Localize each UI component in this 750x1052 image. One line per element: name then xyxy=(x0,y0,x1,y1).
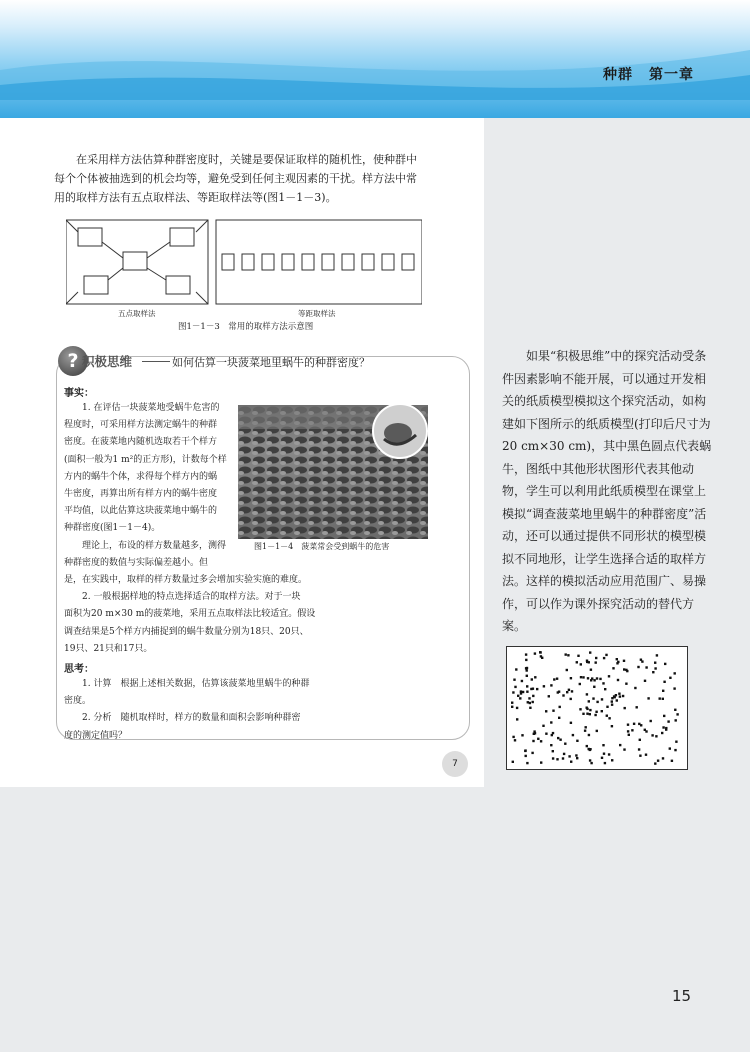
snail-dot xyxy=(545,710,547,712)
snail-dot xyxy=(590,679,592,681)
snail-dot xyxy=(545,733,547,735)
snail-dot xyxy=(636,706,638,708)
snail-dot xyxy=(550,744,552,746)
snail-dot xyxy=(568,755,570,757)
snail-dot xyxy=(576,740,578,742)
intro-paragraph: 在采用样方法估算种群密度时，关键是要保证取样的随机性，使种群中每个个体被抽选到的机会均等，避免受到任何主观因素的干扰。样方法中常用的取样方法有五点取样法、等距取样法等(图1－1－3)。 xyxy=(54,153,417,204)
snail-dot xyxy=(512,761,514,763)
inner-page-number: 7 xyxy=(442,751,468,777)
snail-dot xyxy=(529,707,531,709)
snail-dot xyxy=(576,757,578,759)
page-header-banner xyxy=(0,0,750,118)
snail-dot xyxy=(528,697,530,699)
snail-dot xyxy=(662,690,664,692)
active-thinking-title: 如何估算一块菠菜地里蜗牛的种群密度？ xyxy=(172,356,370,369)
snail-dot xyxy=(654,662,656,664)
snail-dot xyxy=(513,679,515,681)
snail-dot xyxy=(570,761,572,763)
snail-dot xyxy=(676,713,678,715)
snail-dot xyxy=(622,695,624,697)
snail-dot xyxy=(627,724,629,726)
snail-dot xyxy=(602,682,604,684)
paper-model-dots xyxy=(506,646,688,770)
snail-dot xyxy=(516,718,518,720)
snail-dot xyxy=(562,694,564,696)
page-number: 15 xyxy=(672,987,692,1005)
figure-1-1-3-caption: 图1－1－3 常用的取样方法示意图 xyxy=(178,322,314,332)
snail-dot xyxy=(616,658,618,660)
snail-dot xyxy=(616,662,618,664)
title-rule xyxy=(142,361,170,362)
snail-dot xyxy=(617,679,619,681)
snail-dot xyxy=(525,755,527,757)
snail-dot xyxy=(663,715,665,717)
snail-dot xyxy=(582,713,584,715)
snail-dot xyxy=(522,691,524,693)
snail-dot xyxy=(639,739,641,741)
snail-dot xyxy=(644,729,646,731)
text-line: 19只、21只和17只。 xyxy=(64,643,153,654)
snail-dot xyxy=(603,753,605,755)
snail-dot xyxy=(511,702,513,704)
snail-dot xyxy=(601,698,603,700)
five-point-label: 五点取样法 xyxy=(118,309,156,318)
snail-dot xyxy=(590,669,592,671)
snail-dot xyxy=(661,732,663,734)
snail-dot xyxy=(641,660,643,662)
snail-dot xyxy=(527,701,529,703)
snail-dot xyxy=(623,748,625,750)
snail-dot xyxy=(615,694,617,696)
snail-dot xyxy=(596,677,598,679)
snail-dot xyxy=(601,710,603,712)
snail-dot xyxy=(525,659,527,661)
snail-dot xyxy=(616,699,618,701)
snail-dot xyxy=(669,747,671,749)
snail-dot xyxy=(550,684,552,686)
snail-dot xyxy=(664,663,666,665)
header-section: 种群 xyxy=(603,67,633,83)
snail-dot xyxy=(645,666,647,668)
snail-dot xyxy=(603,657,605,659)
snail-dot xyxy=(542,725,544,727)
snail-dot xyxy=(567,654,569,656)
snail-dot xyxy=(651,734,653,736)
text-line: 种群密度(图1－1－4)。 xyxy=(64,523,161,534)
snail-dot xyxy=(675,741,677,743)
snail-dot xyxy=(536,688,538,690)
spinach-field-photo xyxy=(238,405,428,539)
figure-1-1-3 xyxy=(66,218,422,334)
snail-dot xyxy=(530,688,532,690)
snail-dot xyxy=(662,757,664,759)
snail-dot xyxy=(659,697,661,699)
facts-heading: 事实： xyxy=(64,388,94,399)
snail-dot xyxy=(526,669,528,671)
snail-dot xyxy=(552,732,554,734)
snail-dot xyxy=(619,744,621,746)
snail-dot xyxy=(674,709,676,711)
header-chapter: 第一章 xyxy=(649,67,694,83)
snail-dot xyxy=(552,750,554,752)
snail-dot xyxy=(669,677,671,679)
text-line: 调查结果是5个样方内捕捉到的蜗牛数量分别为18只、20只、 xyxy=(64,626,309,637)
snail-dot xyxy=(532,701,534,703)
snail-dot xyxy=(606,715,608,717)
fact1-text xyxy=(64,400,236,572)
snail-dot xyxy=(531,752,533,754)
snail-dot xyxy=(655,735,657,737)
snail-dot xyxy=(562,757,564,759)
text-line: 2. 分析 随机取样时，样方的数量和面积会影响种群密 xyxy=(82,713,301,724)
snail-dot xyxy=(517,695,519,697)
snail-dot xyxy=(656,654,658,656)
snail-dot xyxy=(566,691,568,693)
text-line: 1. 在评估一块菠菜地受蜗牛危害的 xyxy=(82,403,220,413)
snail-dot xyxy=(638,748,640,750)
snail-dot xyxy=(674,749,676,751)
snail-dot-pattern xyxy=(507,647,687,769)
snail-dot xyxy=(580,663,582,665)
snail-dot xyxy=(606,706,608,708)
snail-dot xyxy=(572,734,574,736)
snail-dot xyxy=(565,653,567,655)
snail-dot xyxy=(512,691,514,693)
snail-dot xyxy=(570,677,572,679)
snail-dot xyxy=(526,685,528,687)
snail-dot xyxy=(647,697,649,699)
snail-dot xyxy=(534,652,536,654)
snail-dot xyxy=(589,713,591,715)
snail-dot xyxy=(521,680,523,682)
snail-dot xyxy=(623,660,625,662)
snail-dot xyxy=(589,759,591,761)
snail-dot xyxy=(675,719,677,721)
snail-dot xyxy=(589,709,591,711)
snail-dot xyxy=(586,745,588,747)
think-questions xyxy=(64,676,464,745)
snail-dot xyxy=(586,661,588,663)
snail-dot xyxy=(644,680,646,682)
text-line: 程度时，可采用样方法测定蜗牛的种群 xyxy=(64,420,218,431)
snail-dot xyxy=(577,655,579,657)
snail-dot xyxy=(514,686,516,688)
snail-dot xyxy=(619,695,621,697)
sampling-diagram xyxy=(66,218,422,306)
snail-dot xyxy=(652,671,654,673)
snail-dot xyxy=(587,677,589,679)
text-line: 2. 一般根据样地的特点选择适合的取样方法。对于一块 xyxy=(64,592,301,603)
snail-dot xyxy=(662,698,664,700)
snail-dot xyxy=(543,685,545,687)
snail-dot xyxy=(654,667,656,669)
snail-dot xyxy=(599,678,601,680)
snail-dot xyxy=(654,762,656,764)
snail-dot xyxy=(605,654,607,656)
snail-dot xyxy=(589,651,591,653)
snail-dot xyxy=(579,708,581,710)
snail-dot xyxy=(612,667,614,669)
snail-dot xyxy=(608,753,610,755)
snail-dot xyxy=(579,683,581,685)
think-heading: 思考： xyxy=(64,664,94,675)
side-explanation: 如果“积极思维”中的探究活动受条件因素影响不能开展，可以通过开发相关的纸质模型模拟这个探究活动，如构建如下图所示的纸质模型(打印后尺寸为20 cm×30 cm)，其中黑色圆点代表蜗牛，图纸中其他形状图形代表其他动物，学生可以利用此纸质模型在课堂上模拟“调查菠菜地里蜗牛的种群密度”活动，还可以通过提供不同形状的模型模拟不同地形，让学生选择合适的取样方法。这样的模拟活动应用范围广、易操作，可以作为课外探究活动的替代方案。 xyxy=(502,349,712,633)
snail-dot xyxy=(556,758,558,760)
snail-dot xyxy=(611,700,613,702)
snail-dot xyxy=(667,720,669,722)
snail-dot xyxy=(566,669,568,671)
snail-dot xyxy=(618,693,620,695)
snail-dot xyxy=(611,759,613,761)
snail-dot xyxy=(520,690,522,692)
snail-dot xyxy=(540,655,542,657)
snail-dot xyxy=(576,661,578,663)
snail-dot xyxy=(593,679,595,681)
text-line: 牛密度，再算出所有样方内的蜗牛密度 xyxy=(64,489,218,500)
active-thinking-label: 积极思维 xyxy=(82,354,133,369)
snail-dot xyxy=(611,704,613,706)
snail-dot xyxy=(586,693,588,695)
snail-dot xyxy=(568,689,570,691)
snail-dot xyxy=(671,760,673,762)
snail-dot xyxy=(533,730,535,732)
snail-dot xyxy=(534,676,536,678)
snail-dot xyxy=(532,695,534,697)
snail-dot xyxy=(525,653,527,655)
text-line: 度的测定值吗？ xyxy=(64,730,128,741)
snail-dot xyxy=(593,686,595,688)
snail-dot xyxy=(665,728,667,730)
snail-dot xyxy=(511,706,513,708)
snail-dot xyxy=(525,667,527,669)
snail-dot xyxy=(552,757,554,759)
snail-dot xyxy=(556,678,558,680)
fact1-tail-and-fact2 xyxy=(64,572,464,658)
snail-dot xyxy=(645,754,647,756)
text-line: 方内的蜗牛个体，求得每个样方内的蜗 xyxy=(64,471,218,482)
snail-dot xyxy=(586,713,588,715)
snail-dot xyxy=(592,697,594,699)
snail-dot xyxy=(559,739,561,741)
snail-dot xyxy=(588,700,590,702)
text-line: (面积一般为1 m²的正方形)，计数每个样 xyxy=(64,454,227,465)
snail-dot xyxy=(521,734,523,736)
text-line: 密度。在菠菜地内随机选取若干个样方 xyxy=(64,437,218,448)
snail-dot xyxy=(526,691,528,693)
snail-dot xyxy=(631,729,633,731)
snail-dot xyxy=(524,750,526,752)
snail-dot xyxy=(589,748,591,750)
question-icon: ? xyxy=(58,346,88,376)
snail-dot xyxy=(594,714,596,716)
text-line: 平均值，以此估算这块菠菜地中蜗牛的 xyxy=(64,506,218,517)
snail-dot xyxy=(624,707,626,709)
spinach-leaves-image xyxy=(238,405,428,539)
snail-dot xyxy=(627,730,629,732)
snail-dot xyxy=(657,760,659,762)
snail-dot xyxy=(526,762,528,764)
snail-dot xyxy=(571,690,573,692)
header-title xyxy=(603,64,694,84)
snail-dot xyxy=(519,697,521,699)
snail-dot xyxy=(570,698,572,700)
snail-dot xyxy=(674,672,676,674)
snail-dot xyxy=(590,762,592,764)
snail-dot xyxy=(532,740,534,742)
snail-dot xyxy=(608,717,610,719)
snail-dot xyxy=(596,730,598,732)
snail-dot xyxy=(595,657,597,659)
snail-dot xyxy=(552,710,554,712)
snail-dot xyxy=(526,675,528,677)
snail-dot xyxy=(585,726,587,728)
text-line: 种群密度的数值与实际偏差越小。但 xyxy=(64,557,209,568)
snail-dot xyxy=(564,743,566,745)
snail-dot xyxy=(662,726,664,728)
snail-dot xyxy=(638,723,640,725)
snail-dot xyxy=(558,691,560,693)
snail-dot xyxy=(515,668,517,670)
five-point-diagram xyxy=(66,220,208,304)
snail-dot xyxy=(608,675,610,677)
snail-dot xyxy=(558,717,560,719)
snail-dot xyxy=(539,651,541,653)
snail-dot xyxy=(626,670,628,672)
snail-dot xyxy=(570,722,572,724)
text-line: 密度。 xyxy=(64,696,92,707)
snail-dot xyxy=(637,666,639,668)
snail-dot xyxy=(663,681,665,683)
snail-dot xyxy=(582,676,584,678)
equal-interval-diagram xyxy=(216,220,422,304)
snail-dot xyxy=(550,721,552,723)
snail-dot xyxy=(559,706,561,708)
snail-dot xyxy=(650,720,652,722)
text-line: 1. 计算 根据上述相关数据，估算该菠菜地里蜗牛的种群 xyxy=(82,679,310,689)
snail-dot xyxy=(557,737,559,739)
snail-dot xyxy=(531,678,533,680)
figure-1-1-4-caption: 图1－1－4 菠菜常会受到蜗牛的危害 xyxy=(254,542,390,551)
snail-dot xyxy=(584,730,586,732)
text-line: 面积为20 m×30 m的菠菜地，采用五点取样法比较适宜。假设 xyxy=(64,609,316,620)
snail-dot xyxy=(625,683,627,685)
snail-dot xyxy=(611,725,613,727)
snail-dot xyxy=(639,755,641,757)
snail-dot xyxy=(604,688,606,690)
text-line: 是，在实践中，取样的样方数量过多会增加实验实施的难度。 xyxy=(64,575,308,585)
snail-dot xyxy=(595,661,597,663)
snail-dot xyxy=(548,695,550,697)
snail-dot xyxy=(540,740,542,742)
snail-dot xyxy=(604,762,606,764)
snail-dot xyxy=(575,754,577,756)
snail-dot xyxy=(633,723,635,725)
text-line: 理论上，布设的样方数量越多，测得 xyxy=(64,540,227,551)
snail-dot xyxy=(586,707,588,709)
snail-dot xyxy=(553,678,555,680)
snail-dot xyxy=(596,701,598,703)
snail-dot xyxy=(588,734,590,736)
snail-dot xyxy=(516,707,518,709)
snail-dot xyxy=(540,761,542,763)
snail-dot xyxy=(595,711,597,713)
snail-dot xyxy=(623,668,625,670)
equal-interval-label: 等距取样法 xyxy=(298,309,336,318)
snail-dot xyxy=(602,744,604,746)
snail-dot xyxy=(580,676,582,678)
snail-dot xyxy=(634,687,636,689)
snail-dot xyxy=(537,738,539,740)
snail-dot xyxy=(512,736,514,738)
snail-dot xyxy=(514,739,516,741)
snail-dot xyxy=(563,753,565,755)
snail-dot xyxy=(628,734,630,736)
snail-dot xyxy=(601,757,603,759)
snail-dot xyxy=(673,687,675,689)
